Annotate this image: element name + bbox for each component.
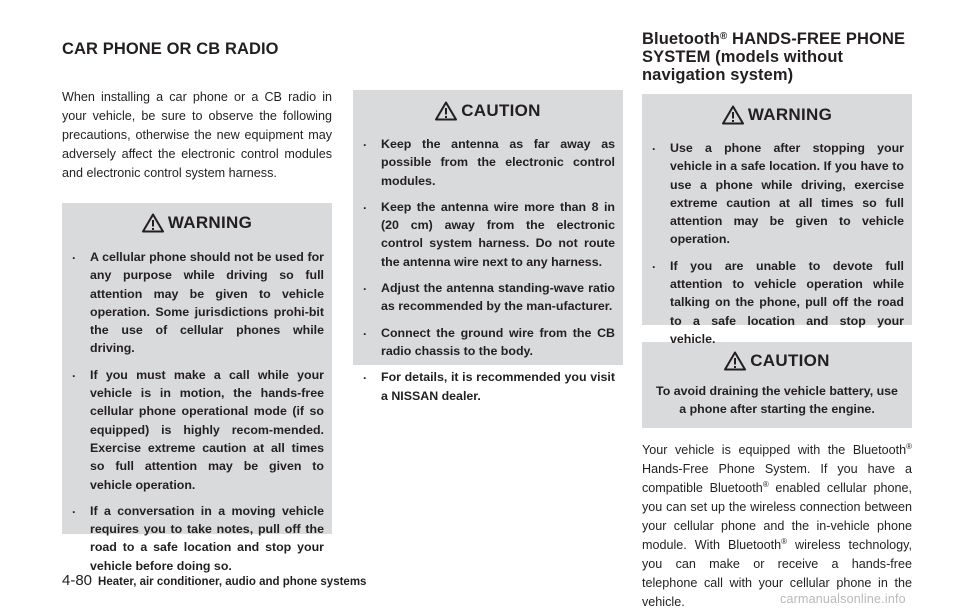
middle-column [353, 40, 623, 403]
caution-box-bluetooth [642, 342, 912, 428]
list-item: . A cellular phone should not be used for any purpose while driving so full attention may be given to vehicle operation. Some jurisdictions prohi-bit the use of cellular phones while driving. [72, 248, 324, 358]
warning-triangle-icon [142, 213, 164, 233]
list-item: . If a conversation in a moving vehicle requires you to take notes, pull off the road to a safe location and stop your vehicle before doing so. [72, 502, 324, 575]
list-item: . Keep the antenna as far away as possible from the electronic control modules. [363, 135, 615, 190]
warning-list [62, 248, 332, 575]
warning-box-title [642, 105, 912, 125]
caution-box-title [642, 351, 912, 371]
caution-list [353, 135, 623, 405]
warning-title-text: WARNING [747, 105, 833, 124]
body-text-part: wireless technology, you can make or receive a hands-free telephone call with your cellular phone in the vehicle. [642, 538, 912, 609]
warning-title-text: WARNING [167, 213, 253, 232]
registered-mark: ® [719, 31, 728, 42]
intro-paragraph: When installing a car phone or a CB radio in your vehicle, be sure to observe the following precautions, otherwise the new equipment may adversely affect the electronic control modules and electronic control system harness. [62, 90, 332, 180]
caution-box-cb-radio [353, 90, 623, 403]
warning-triangle-icon [724, 351, 746, 371]
registered-mark: ® [906, 441, 912, 451]
section-heading-car-phone: CAR PHONE OR CB RADIO [62, 40, 279, 58]
caution-title-text: CAUTION [461, 101, 541, 120]
list-item: . Keep the antenna wire more than 8 in (20 cm) away from the electronic control system harness. Do not route the antenna wire next to any harness. [363, 198, 615, 271]
list-item: . If you are unable to devote full attention to vehicle operation while talking on the phone, pull off the road to a safe location and stop your vehicle. [652, 257, 904, 348]
caution-paragraph: To avoid draining the vehicle battery, use a phone after starting the engine. [656, 384, 898, 417]
list-item: . For details, it is recommended you visit a NISSAN dealer. [363, 368, 615, 405]
body-text-part: Your vehicle is equipped with the Bluetooth [642, 443, 907, 457]
registered-mark: ® [762, 479, 769, 489]
caution-box-title [353, 101, 623, 121]
page-number: 4-80 [62, 572, 93, 589]
list-item: . Use a phone after stopping your vehicle in a safe location. If you have to use a phone while driving, exercise extreme caution at all times so full attention may be given to vehicle operation. [652, 139, 904, 249]
list-item: . Connect the ground wire from the CB radio chassis to the body. [363, 324, 615, 361]
heading-brand: Bluetooth [642, 30, 720, 48]
warning-list [642, 139, 912, 348]
body-text-part: enabled cellular phone, you can set up the wireless connection between your cellular phone and the in-vehicle phone module. With Bluetooth [642, 481, 912, 552]
left-column [62, 40, 332, 573]
section-heading-bluetooth [642, 30, 912, 84]
heading-rest: HANDS-FREE PHONE SYSTEM (models without navigation system) [642, 30, 906, 84]
list-item: . Adjust the antenna standing-wave ratio as recommended by the man-ufacturer. [363, 279, 615, 316]
list-item: . If you must make a call while your vehicle is in motion, the hands-free cellular phone operational mode (if so equipped) is highly recom-mended. Exercise extreme caution at all times so full attention may be given to vehicle operation. [72, 366, 324, 494]
right-column [642, 30, 912, 611]
body-text-part: Hands-Free Phone System. If you have a compatible Bluetooth [642, 462, 912, 495]
footer-chapter-title: Heater, air conditioner, audio and phone systems [98, 576, 367, 588]
bluetooth-description [642, 441, 912, 611]
caution-title-text: CAUTION [750, 351, 830, 370]
warning-box-car-phone [62, 203, 332, 573]
watermark-text: carmanualsonline.info [780, 592, 906, 606]
warning-triangle-icon [435, 101, 457, 121]
warning-box-bluetooth [642, 94, 912, 346]
registered-mark: ® [781, 536, 788, 546]
warning-box-title [62, 213, 332, 233]
page-footer [62, 573, 366, 590]
warning-triangle-icon [722, 105, 744, 125]
